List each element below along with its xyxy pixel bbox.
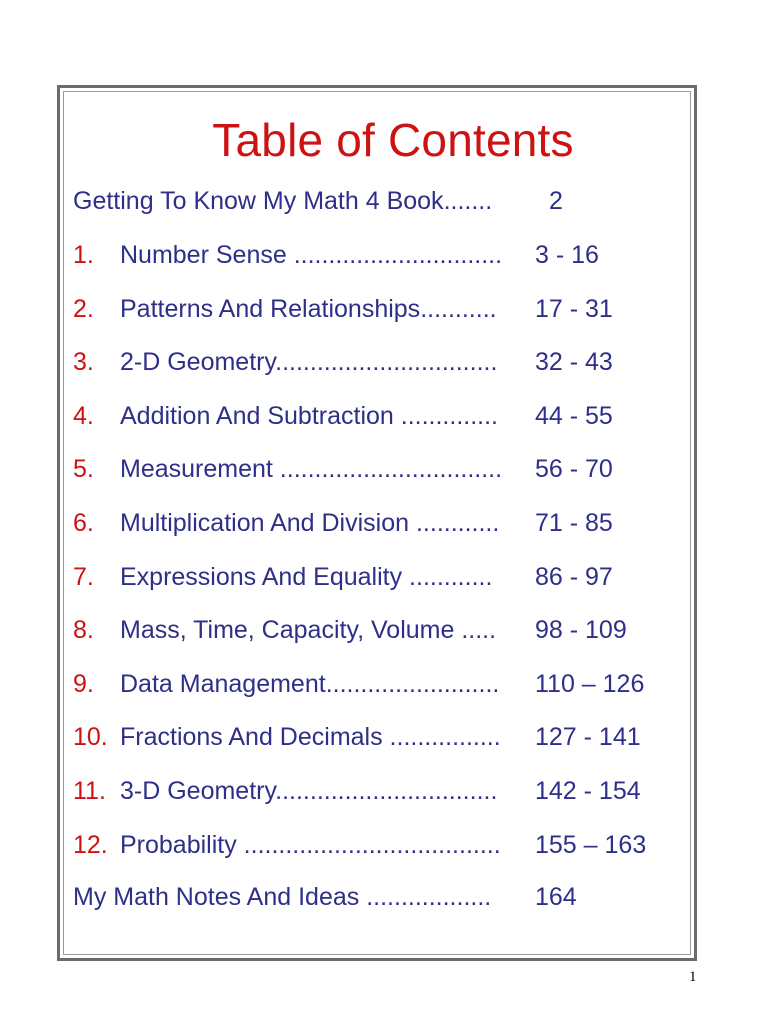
toc-chapter-label	[120, 720, 524, 754]
toc-chapter-label	[120, 613, 524, 647]
toc-chapter-number: 1.	[73, 241, 94, 269]
toc-chapter-dots: ...........	[420, 295, 497, 323]
toc-outro-text: My Math Notes And Ideas	[73, 883, 360, 911]
toc-chapter-label	[120, 399, 524, 433]
toc-chapter-title: Measurement	[120, 455, 273, 483]
toc-chapter-pages: 86 - 97	[535, 563, 613, 591]
toc-chapter-number: 8.	[73, 616, 94, 644]
toc-chapter-label	[120, 828, 524, 862]
toc-chapter-label	[120, 560, 524, 594]
toc-chapter-title: Mass, Time, Capacity, Volume	[120, 616, 455, 644]
toc-chapter-number: 3.	[73, 348, 94, 376]
toc-chapter-dots: ................................	[275, 777, 498, 805]
toc-chapter-title: Fractions And Decimals	[120, 723, 383, 751]
toc-chapter-label	[120, 452, 524, 486]
page-title: Table of Contents	[212, 114, 574, 166]
toc-chapter-number: 4.	[73, 402, 94, 430]
toc-intro-text: Getting To Know My Math 4 Book	[73, 187, 444, 215]
toc-chapter-number: 9.	[73, 670, 94, 698]
toc-chapter-title: Addition And Subtraction	[120, 402, 394, 430]
toc-chapter-number: 11.	[73, 777, 106, 805]
toc-chapter-pages: 32 - 43	[535, 348, 613, 376]
toc-chapter-dots: ................	[382, 723, 501, 751]
toc-chapter-dots: ............	[402, 563, 493, 591]
toc-chapter-pages: 155 – 163	[535, 831, 647, 859]
toc-chapter-pages: 127 - 141	[535, 723, 641, 751]
toc-chapter-title: Number Sense	[120, 241, 287, 269]
toc-chapter-dots: ............	[409, 509, 500, 537]
toc-outro-dots: ..................	[359, 883, 492, 911]
toc-chapter-pages: 110 – 126	[535, 670, 645, 698]
toc-chapter-dots: ................................	[272, 455, 503, 483]
toc-chapter-number: 7.	[73, 563, 94, 591]
toc-chapter-title: Expressions And Equality	[120, 563, 403, 591]
toc-chapter-number: 5.	[73, 455, 94, 483]
toc-chapter-pages: 3 - 16	[535, 241, 599, 269]
toc-chapter-number: 2.	[73, 295, 94, 323]
toc-chapter-number: 6.	[73, 509, 94, 537]
toc-chapter-pages: 98 - 109	[535, 616, 627, 644]
toc-chapter-dots: .....	[454, 616, 497, 644]
toc-chapter-dots: .........................	[325, 670, 500, 698]
toc-outro-pages: 164	[535, 883, 577, 911]
toc-chapter-dots: ..............	[393, 402, 498, 430]
toc-chapter-title: Data Management	[120, 670, 326, 698]
toc-chapter-label	[120, 506, 524, 540]
toc-outro-label	[73, 880, 524, 914]
page-number: 1	[689, 969, 697, 985]
toc-chapter-label	[120, 238, 524, 272]
toc-chapter-pages: 44 - 55	[535, 402, 613, 430]
toc-chapter-title: Probability	[120, 831, 237, 859]
toc-chapter-pages: 56 - 70	[535, 455, 613, 483]
toc-chapter-dots: ..............................	[286, 241, 503, 269]
toc-chapter-title: 2-D Geometry	[120, 348, 276, 376]
toc-intro-label	[73, 184, 524, 218]
toc-chapter-title: Patterns And Relationships	[120, 295, 421, 323]
toc-intro-dots: .......	[443, 187, 493, 215]
toc-chapter-number: 10.	[73, 723, 108, 751]
toc-chapter-pages: 142 - 154	[535, 777, 641, 805]
toc-chapter-label	[120, 774, 524, 808]
toc-chapter-label	[120, 292, 524, 326]
toc-chapter-pages: 71 - 85	[535, 509, 613, 537]
toc-chapter-label	[120, 667, 524, 701]
toc-intro-pages: 2	[549, 187, 563, 215]
toc-chapter-title: 3-D Geometry	[120, 777, 276, 805]
toc-chapter-pages: 17 - 31	[535, 295, 613, 323]
toc-chapter-number: 12.	[73, 831, 108, 859]
toc-chapter-label	[120, 345, 524, 379]
toc-chapter-dots: ................................	[275, 348, 498, 376]
toc-chapter-title: Multiplication And Division	[120, 509, 410, 537]
toc-chapter-dots: .....................................	[236, 831, 501, 859]
